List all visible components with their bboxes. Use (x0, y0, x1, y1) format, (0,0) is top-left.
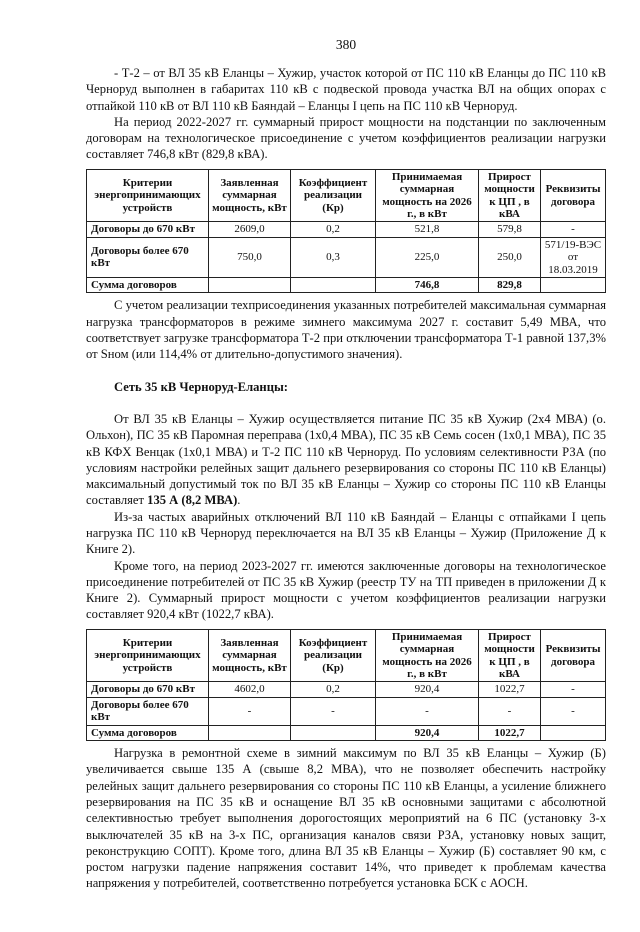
paragraph: На период 2022-2027 гг. суммарный прирост мощности на подстанции по заключенным договорам на технологическое присоединение с учетом коэффициентов реализации нагрузки составляет 746,8 кВт (829,8 кВА). (86, 114, 606, 162)
cell: 0,2 (291, 222, 376, 237)
cell: 579,8 (479, 222, 541, 237)
cell: - (479, 697, 541, 725)
table-header-row (87, 169, 606, 222)
paragraph (86, 411, 606, 509)
table-row (87, 222, 606, 237)
cell: 1022,7 (479, 682, 541, 697)
cell (291, 725, 376, 740)
cell: 1022,7 (479, 725, 541, 740)
header-cell: Коэффициент реализации (Кр) (291, 169, 376, 222)
header-cell: Критерии энергопринимающих устройств (87, 169, 209, 222)
cell: 920,4 (376, 682, 479, 697)
cell: Сумма договоров (87, 278, 209, 293)
cell (291, 278, 376, 293)
cell: - (541, 682, 606, 697)
bold-text: 135 А (8,2 МВА) (147, 493, 238, 508)
table-row (87, 697, 606, 725)
cell: - (541, 222, 606, 237)
closing-text (86, 745, 606, 892)
cell: 2609,0 (209, 222, 291, 237)
cell: Договоры более 670 кВт (87, 697, 209, 725)
table-row (87, 682, 606, 697)
paragraph: Нагрузка в ремонтной схеме в зимний максимум по ВЛ 35 кВ Еланцы – Хужир (Б) увеличивается свыше 135 А (свыше 8,2 МВА), что не позволяет обеспечить настройку релейных защит дальнего резервирования со стороны ПС 110 кВ Еланцы, а усиление ближнего резервирования на ПС 35 кВ и оснащение ВЛ 35 кВ основными защитами с абсолютной селективностью требует выполнения дорогостоящих мероприятий на 6 ПС (установку 3-х выключателей 35 кВ на 3-х ПС, организация каналов связи РЗА, установку новых защит, реконструкцию СОПТ). Кроме того, длина ВЛ 35 кВ Еланцы – Хужир (Б) составляет 90 км, с ростом нагрузки падение напряжения составит 14%, что приведет к проблемам качества напряжения у потребителей, соответственно потребуется установка БСК с АОСН. (86, 746, 606, 891)
header-cell: Принимаемая суммарная мощность на 2026 г., в кВт (376, 629, 479, 682)
paragraph: - Т-2 – от ВЛ 35 кВ Еланцы – Хужир, участок которой от ПС 110 кВ Еланцы до ПС 110 кВ Черноруд выполнен в габаритах 110 кВ с подвеской провода участка ВЛ на общих опорах с отпайкой 110 кВ от ВЛ 110 кВ Баяндай – Еланцы I цепь на ПС 110 кВ Черноруд. (86, 66, 606, 113)
intro-text (86, 65, 606, 163)
body-text (86, 297, 606, 622)
page-number: 380 (335, 37, 357, 52)
cell (209, 725, 291, 740)
cell: 829,8 (479, 278, 541, 293)
cell: - (209, 697, 291, 725)
section-heading (86, 379, 606, 395)
heading-text: Сеть 35 кВ Черноруд-Еланцы: (114, 379, 288, 394)
cell: Сумма договоров (87, 725, 209, 740)
header-cell: Прирост мощности к ЦП , в кВА (479, 169, 541, 222)
header-cell: Реквизиты договора (541, 629, 606, 682)
cell: Договоры до 670 кВт (87, 222, 209, 237)
cell: 0,3 (291, 237, 376, 277)
header-cell: Принимаемая суммарная мощность на 2026 г., в кВт (376, 169, 479, 222)
paragraph: Из-за частых аварийных отключений ВЛ 110 кВ Баяндай – Еланцы с отпайками I цепь нагрузка ПС 110 кВ Черноруд переключается на ВЛ 35 кВ Еланцы – Хужир (Приложение Д к Книге 2). (86, 509, 606, 557)
cell: 0,2 (291, 682, 376, 697)
header-cell: Заявленная суммарная мощность, кВт (209, 629, 291, 682)
table-row (87, 237, 606, 277)
cell (209, 278, 291, 293)
header-cell: Коэффициент реализации (Кр) (291, 629, 376, 682)
contracts-table-1 (86, 169, 606, 294)
cell (541, 278, 606, 293)
cell: 250,0 (479, 237, 541, 277)
text: . (237, 493, 241, 508)
table-total-row (87, 725, 606, 740)
cell: - (376, 697, 479, 725)
cell: 920,4 (376, 725, 479, 740)
table-header-row (87, 629, 606, 682)
cell: - (291, 697, 376, 725)
text: От ВЛ 35 кВ Еланцы – Хужир осуществляется питание ПС 35 кВ Хужир (2х4 МВА) (о. Ольхон), ПС 35 кВ Паромная переправа (1х0,4 МВА), ПС 35 кВ Семь сосен (1х0,1 МВА), ПС 35 кВ КФХ Венцак (1х0,1 МВА) и Т-2 ПС 110 кВ Черноруд. По условиям селективности РЗА (по условиям настройки релейных защит дальнего резервирования со стороны ПС 110 кВ Еланцы) максимальный допустимый ток по ВЛ 35 кВ Еланцы – Хужир со стороны ПС 110 кВ Еланцы составляет (86, 411, 606, 508)
cell: Договоры до 670 кВт (87, 682, 209, 697)
cell: 4602,0 (209, 682, 291, 697)
header-cell: Критерии энергопринимающих устройств (87, 629, 209, 682)
header-cell: Заявленная суммарная мощность, кВт (209, 169, 291, 222)
cell: 750,0 (209, 237, 291, 277)
cell: - (541, 697, 606, 725)
table-total-row (87, 278, 606, 293)
cell: 521,8 (376, 222, 479, 237)
header-cell: Прирост мощности к ЦП , в кВА (479, 629, 541, 682)
cell: Договоры более 670 кВт (87, 237, 209, 277)
cell: 746,8 (376, 278, 479, 293)
cell (541, 725, 606, 740)
cell: 571/19-ВЭС от 18.03.2019 (541, 237, 606, 277)
contracts-table-2 (86, 629, 606, 741)
paragraph: С учетом реализации техприсоединения указанных потребителей максимальная суммарная нагрузка трансформаторов в режиме зимнего максимума 2027 г. составит 5,49 МВА, что соответствует загрузке трансформатора Т-2 при отключении трансформатора Т-1 равной 137,3% от Sном (или 114,4% от длительно-допустимого значения). (86, 298, 606, 362)
paragraph: Кроме того, на период 2023-2027 гг. имеются заключенные договоры на технологическое присоединение потребителей от ПС 35 кВ Хужир (реестр ТУ на ТП приведен в приложении Д к Книге 2). Суммарный прирост мощности с учетом коэффициентов реализации нагрузки составляет 920,4 кВт (1022,7 кВА). (86, 558, 606, 622)
cell: 225,0 (376, 237, 479, 277)
header-cell: Реквизиты договора (541, 169, 606, 222)
